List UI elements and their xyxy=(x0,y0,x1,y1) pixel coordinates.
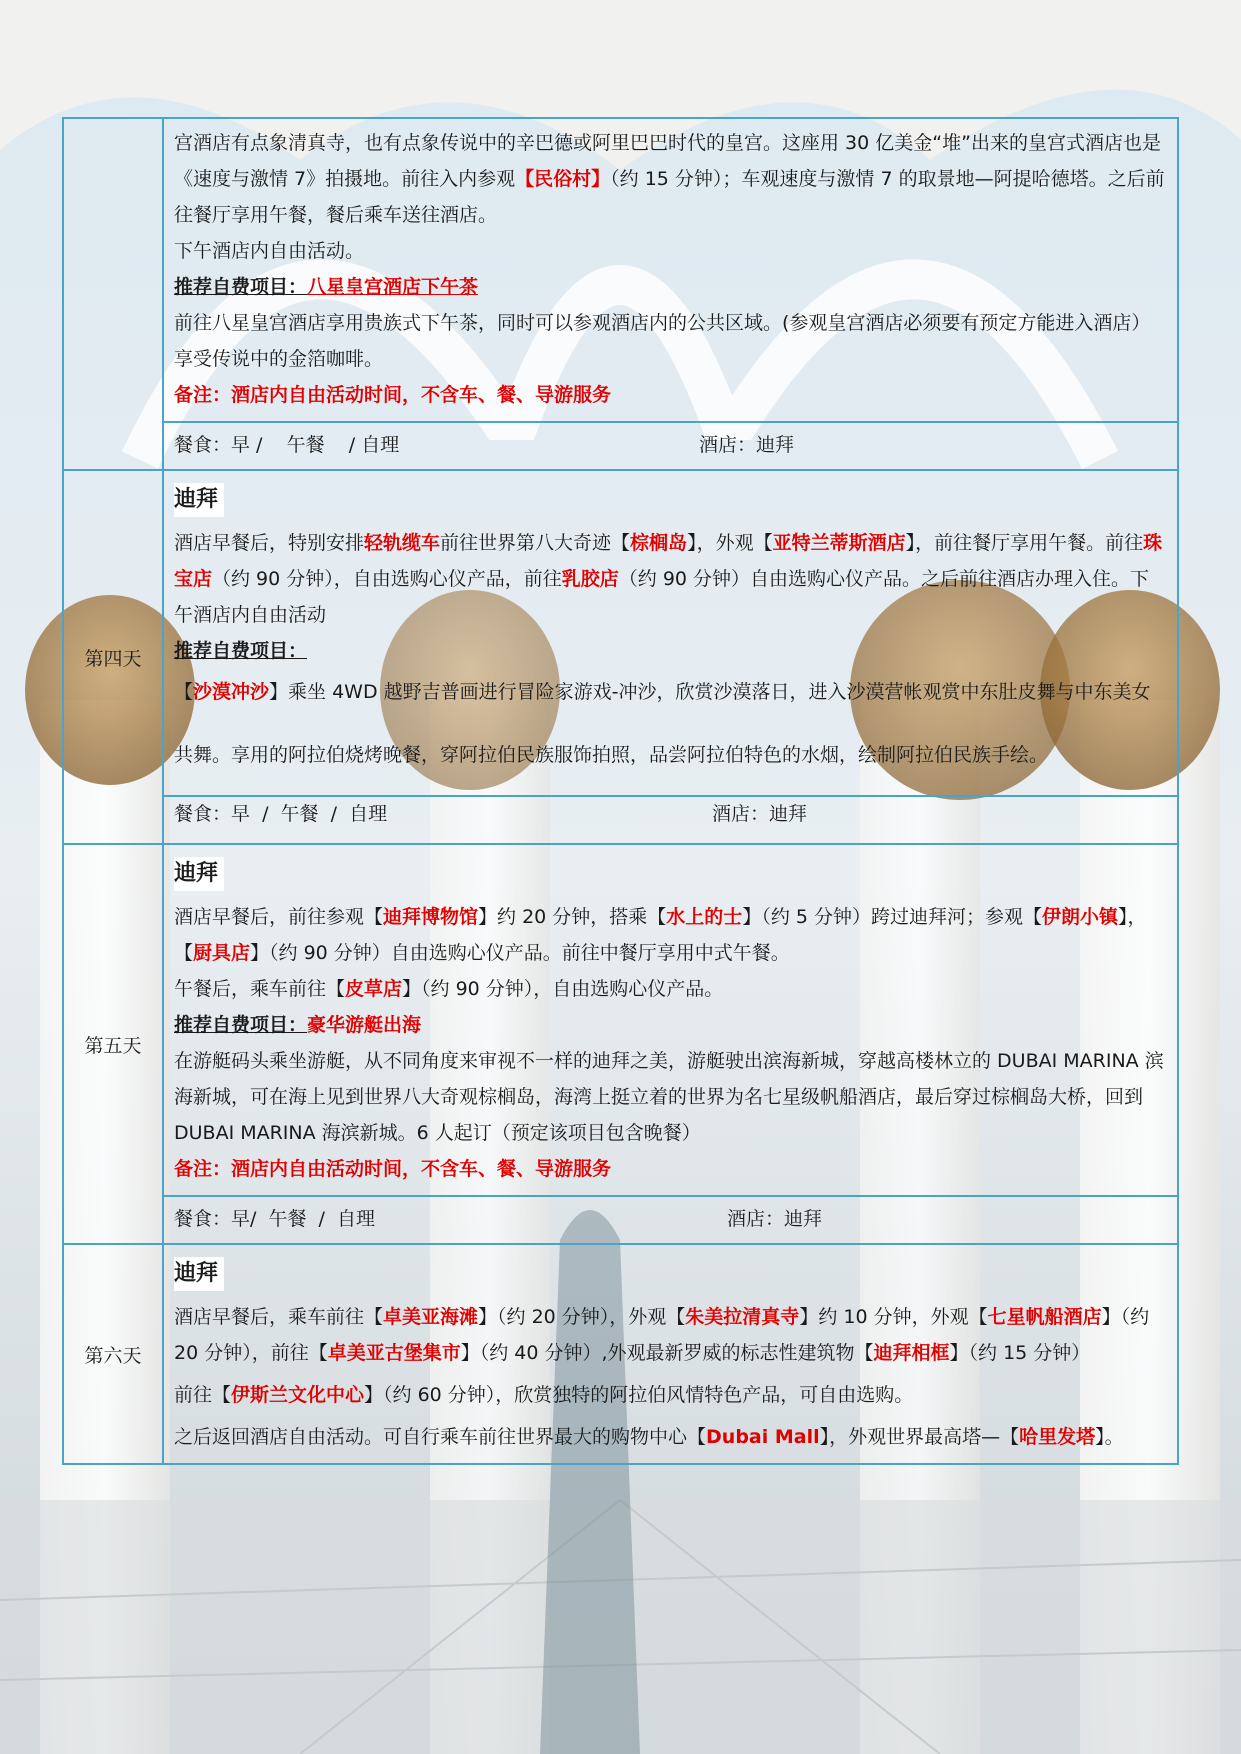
highlight-text: 朱美拉清真寺 xyxy=(685,1306,800,1328)
text-segment: 】，【 xyxy=(174,906,1147,964)
day5-content-cell xyxy=(163,844,1178,1196)
optional-label: 推荐自费项目： xyxy=(174,1014,308,1036)
highlight-text: 七星帆船酒店 xyxy=(987,1306,1102,1328)
day6-paragraph xyxy=(174,1299,1167,1371)
optional-label: 推荐自费项目： xyxy=(174,276,308,298)
day6-content-cell xyxy=(163,1244,1178,1464)
text-segment: 午餐后，乘车前往【 xyxy=(174,978,346,1000)
day4-location: 迪拜 xyxy=(174,483,224,517)
highlight-text: 迪拜博物馆 xyxy=(383,906,479,928)
optional-item: 八星皇宫酒店下午茶 xyxy=(307,276,479,298)
highlight-text: 沙漠冲沙 xyxy=(193,681,270,703)
day6-paragraph xyxy=(174,1419,1167,1455)
highlight-text: 迪拜相框 xyxy=(873,1342,950,1364)
day5-meal-row xyxy=(63,1196,1178,1244)
day5-meal-cell xyxy=(163,1196,1178,1244)
text-segment: 之后返回酒店自由活动。可自行乘车前往世界最大的购物中心【 xyxy=(174,1426,707,1448)
highlight-text: 珠宝店 xyxy=(174,532,1163,590)
day5-label: 第五天 xyxy=(63,844,163,1244)
text-segment: 】（约 90 分钟），自由选购心仪产品。 xyxy=(402,978,724,1000)
day6-paragraph xyxy=(174,1377,1167,1413)
highlight-text: 【民俗村】 xyxy=(515,168,611,190)
day3-hotel: 酒店：迪拜 xyxy=(699,434,795,456)
day5-optional-desc: 在游艇码头乘坐游艇，从不同角度来审视不一样的迪拜之美，游艇驶出滨海新城，穿越高楼林立的 DUBAI MARINA 滨海新城，可在海上见到世界八大奇观棕榈岛，海湾上挺立着的世界为名七星级帆船酒店，最后穿过棕榈岛大桥，回到 DUBAI MARINA 海滨新城。6 人起订（预定该项目包含晚餐） xyxy=(174,1050,1164,1144)
highlight-text: 乳胶店 xyxy=(561,568,619,590)
optional-label: 推荐自费项目： xyxy=(174,640,308,662)
text-segment: （约 90 分钟）自由选购心仪产品。之后前往酒店办理入住。下午酒店内自由活动 xyxy=(174,568,1150,626)
day3-meal: 餐食：早 / 午餐 / 自理 xyxy=(174,434,400,456)
text-segment: 前往世界第八大奇迹【 xyxy=(440,532,631,554)
highlight-text: 伊朗小镇 xyxy=(1041,906,1118,928)
day3-label-cell xyxy=(63,118,163,470)
highlight-text: 厨具店 xyxy=(193,942,251,964)
highlight-text: 伊斯兰文化中心 xyxy=(231,1384,365,1406)
text-segment: 】（约 15 分钟） xyxy=(949,1342,1091,1364)
day4-paragraph xyxy=(174,525,1167,633)
day3-meal-cell xyxy=(163,422,1178,470)
text-segment: 前往【 xyxy=(174,1384,232,1406)
text-segment: 宫酒店有点象清真寺，也有点象传说中的辛巴德或阿里巴巴时代的皇宫。这座用 30 亿美金“堆”出来的皇宫式酒店也是《速度与激情 7》拍摄地。前往入内参观 xyxy=(174,132,1161,190)
text-segment: 】约 20 分钟，搭乘【 xyxy=(478,906,667,928)
text-segment: 】（约 20 分钟），前往【 xyxy=(174,1306,1150,1364)
day5-paragraph xyxy=(174,971,1167,1007)
day4-meal: 餐食：早 / 午餐 / 自理 xyxy=(174,803,388,825)
highlight-text: 亚特兰蒂斯酒店 xyxy=(772,532,906,554)
day5-hotel: 酒店：迪拜 xyxy=(727,1208,823,1230)
highlight-text: 水上的士 xyxy=(666,906,743,928)
day3-content-cell xyxy=(163,118,1178,422)
day6-location: 迪拜 xyxy=(174,1257,224,1291)
highlight-text: 棕榈岛 xyxy=(630,532,688,554)
text-segment: 】，外观【 xyxy=(687,532,773,554)
text-segment: 】，前往餐厅享用午餐。前往 xyxy=(905,532,1144,554)
highlight-text: Dubai Mall xyxy=(706,1426,820,1448)
highlight-text: 哈里发塔 xyxy=(1019,1426,1096,1448)
optional-item: 豪华游艇出海 xyxy=(307,1014,422,1036)
day3-note: 备注：酒店内自由活动时间，不含车、餐、导游服务 xyxy=(174,384,612,406)
day5-row xyxy=(63,844,1178,1196)
day6-row xyxy=(63,1244,1178,1464)
text-segment: 】。 xyxy=(1095,1426,1124,1448)
day4-hotel: 酒店：迪拜 xyxy=(712,803,808,825)
text-segment: 酒店早餐后，前往参观【 xyxy=(174,906,384,928)
day4-content-cell xyxy=(163,470,1178,796)
text-segment: 】（约 40 分钟）,外观最新罗威的标志性建筑物【 xyxy=(460,1342,874,1364)
text-segment: 】（约 90 分钟）自由选购心仪产品。前往中餐厅享用中式午餐。 xyxy=(250,942,790,964)
day4-optional-desc xyxy=(174,661,1167,787)
text-segment: 】，外观世界最高塔—【 xyxy=(819,1426,1020,1448)
text-segment: 】（约 60 分钟），欣赏独特的阿拉伯风情特色产品，可自由选购。 xyxy=(364,1384,914,1406)
text-segment: 】乘坐 4WD 越野吉普画进行冒险家游戏-冲沙，欣赏沙漠落日，进入沙漠营帐观赏中东肚皮舞与中东美女共舞。享用的阿拉伯烧烤晚餐，穿阿拉伯民族服饰拍照，品尝阿拉伯特色的水烟，绘制阿拉伯民族手绘。 xyxy=(174,681,1151,766)
day5-note: 备注：酒店内自由活动时间，不含车、餐、导游服务 xyxy=(174,1158,612,1180)
day4-row xyxy=(63,470,1178,796)
day3-optional-desc: 前往八星皇宫酒店享用贵族式下午茶，同时可以参观酒店内的公共区域。(参观皇宫酒店必须要有预定方能进入酒店）享受传说中的金箔咖啡。 xyxy=(174,312,1151,370)
day3-optional-heading xyxy=(174,269,1167,305)
day3-afternoon: 下午酒店内自由活动。 xyxy=(174,240,365,262)
text-segment: （约 15 分钟）；车观速度与激情 7 的取景地—阿提哈德塔。之后前往餐厅享用午餐，餐后乘车送往酒店。 xyxy=(174,168,1165,226)
day4-label: 第四天 xyxy=(63,470,163,844)
text-segment: 酒店早餐后，乘车前往【 xyxy=(174,1306,384,1328)
day3-paragraph xyxy=(174,125,1167,233)
text-segment: 【 xyxy=(174,681,194,703)
day4-meal-row xyxy=(63,796,1178,844)
itinerary-table xyxy=(62,117,1179,1465)
day3-row xyxy=(63,118,1178,422)
text-segment: 】约 10 分钟，外观【 xyxy=(799,1306,988,1328)
text-segment: （约 90 分钟），自由选购心仪产品，前往 xyxy=(212,568,562,590)
day3-meal-row xyxy=(63,422,1178,470)
day5-location: 迪拜 xyxy=(174,857,224,891)
day6-label: 第六天 xyxy=(63,1244,163,1464)
day4-meal-cell xyxy=(163,796,1178,844)
day5-optional-heading xyxy=(174,1007,1167,1043)
highlight-text: 轻轨缆车 xyxy=(364,532,441,554)
day5-meal: 餐食：早/ 午餐 / 自理 xyxy=(174,1208,376,1230)
highlight-text: 卓美亚古堡集市 xyxy=(327,1342,461,1364)
text-segment: 酒店早餐后，特别安排 xyxy=(174,532,365,554)
text-segment: 】（约 20 分钟），外观【 xyxy=(478,1306,686,1328)
text-segment: 】（约 5 分钟）跨过迪拜河；参观【 xyxy=(742,906,1042,928)
day5-paragraph xyxy=(174,899,1167,971)
highlight-text: 皮草店 xyxy=(345,978,403,1000)
highlight-text: 卓美亚海滩 xyxy=(383,1306,479,1328)
